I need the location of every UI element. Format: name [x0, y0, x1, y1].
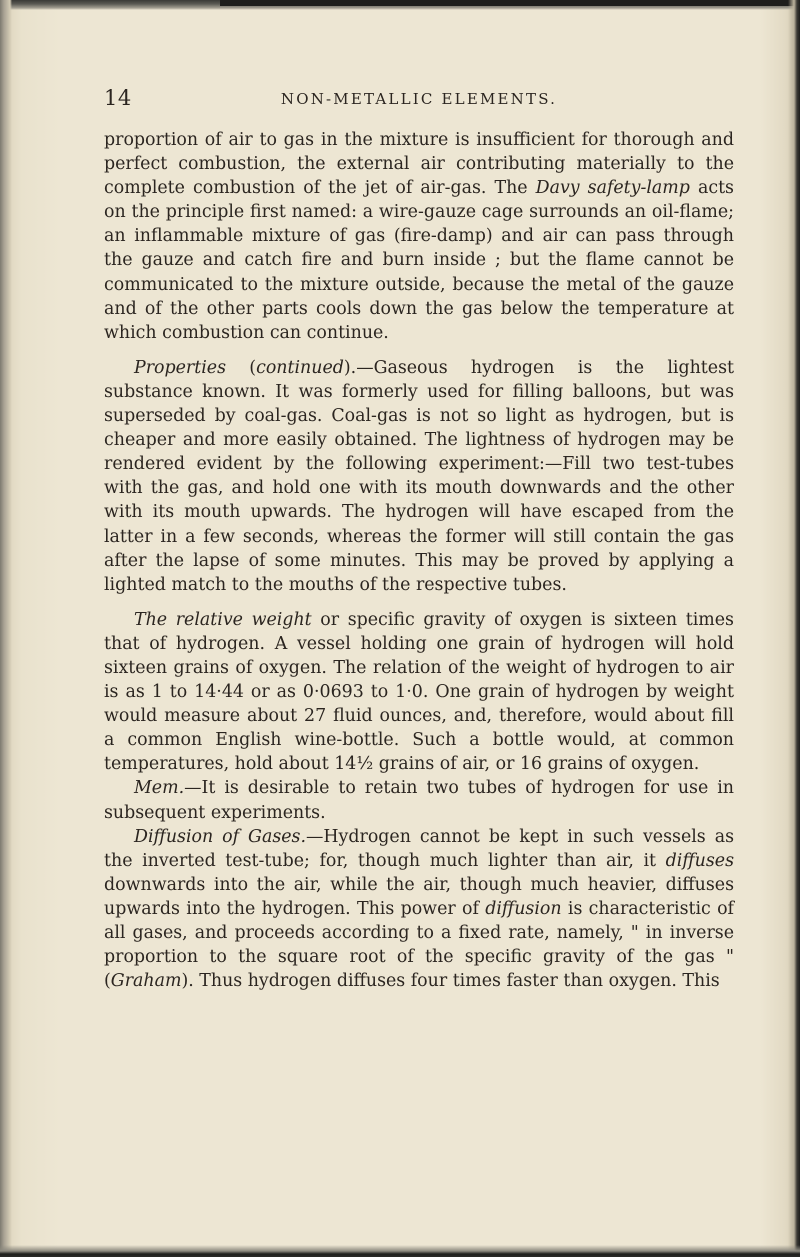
italic-term: continued	[256, 357, 344, 378]
page-header	[104, 86, 734, 110]
italic-term: Properties	[134, 357, 226, 378]
paragraph-properties: Properties (continued).—Gaseous hydrogen is the lightest substance known. It was formerly used for filling balloons, but was superseded by coal-gas. Coal-gas is not so light as hydrogen, but is cheaper and more easily obtained. The lightness of hydrogen may be rendered evident by the following experiment:—Fill two test-tubes with the gas, and hold one with its mouth downwards and the other with its mouth upwards. The hydrogen will have escaped from the latter in a few seconds, whereas the former will still contain the gas after the lapse of some minutes. This may be proved by applying a lighted match to the mouths of the respective tubes.	[104, 357, 734, 595]
italic-term: diffusion	[485, 898, 562, 919]
body-text	[104, 128, 734, 993]
paragraph-mem: Mem.—It is desirable to retain two tubes of hydrogen for use in subsequent experiments.	[104, 778, 734, 823]
italic-term: Diffusion of Gases.	[134, 826, 306, 847]
fraction: ½	[356, 754, 374, 775]
italic-term: Graham	[110, 971, 182, 992]
italic-term: diffuses	[665, 850, 734, 871]
paragraph-continuation: proportion of air to gas in the mixture is insufficient for thorough and perfect combustion, the external air contributing materially to the complete combustion of the jet of air-gas. The Davy safety-lamp acts on the principle first named: a wire-gauze cage surrounds an oil-flame; an inflammable mixture of gas (fire-damp) and air can pass through the gauze and catch fire and burn inside ; but the flame cannot be communicated to the mixture outside, because the metal of the gauze and of the other parts cools down the gas below the temperature at which combustion can continue.	[104, 130, 734, 343]
paragraph-relative-weight: The relative weight or specific gravity of oxygen is sixteen times that of hydrogen. A vessel holding one grain of hydrogen will hold sixteen grains of oxygen. The relation of the weight of hydrogen to air is as 1 to 14·44 or as 0·0693 to 1·0. One grain of hydrogen by weight would measure about 27 fluid ounces, and, therefore, would about fill a common English wine-bottle. Such a bottle would, at common temperatures, hold about 14½ grains of air, or 16 grains of oxygen.	[104, 609, 734, 775]
scan-edge-left	[0, 0, 12, 1257]
page-number: 14	[104, 86, 132, 110]
scan-edge-right	[788, 0, 800, 1257]
running-head: NON-METALLIC ELEMENTS.	[280, 90, 558, 108]
paragraph-diffusion: Diffusion of Gases.—Hydrogen cannot be kept in such vessels as the inverted test-tube; for, though much lighter than air, it diffuses downwards into the air, while the air, though much heavier, diffuses upwards into the hydrogen. This power of diffusion is characteristic of all gases, and proceeds according to a fixed rate, namely, " in inverse proportion to the square root of the specific gravity of the gas " (Graham). Thus hydrogen diffuses four times faster than oxygen. This	[104, 826, 735, 992]
scan-edge-bottom	[0, 1245, 800, 1257]
italic-term: Mem.	[134, 778, 185, 799]
italic-term: Davy safety-lamp	[535, 178, 690, 199]
italic-term: The relative weight	[134, 609, 312, 630]
scan-edge-top	[0, 0, 800, 10]
